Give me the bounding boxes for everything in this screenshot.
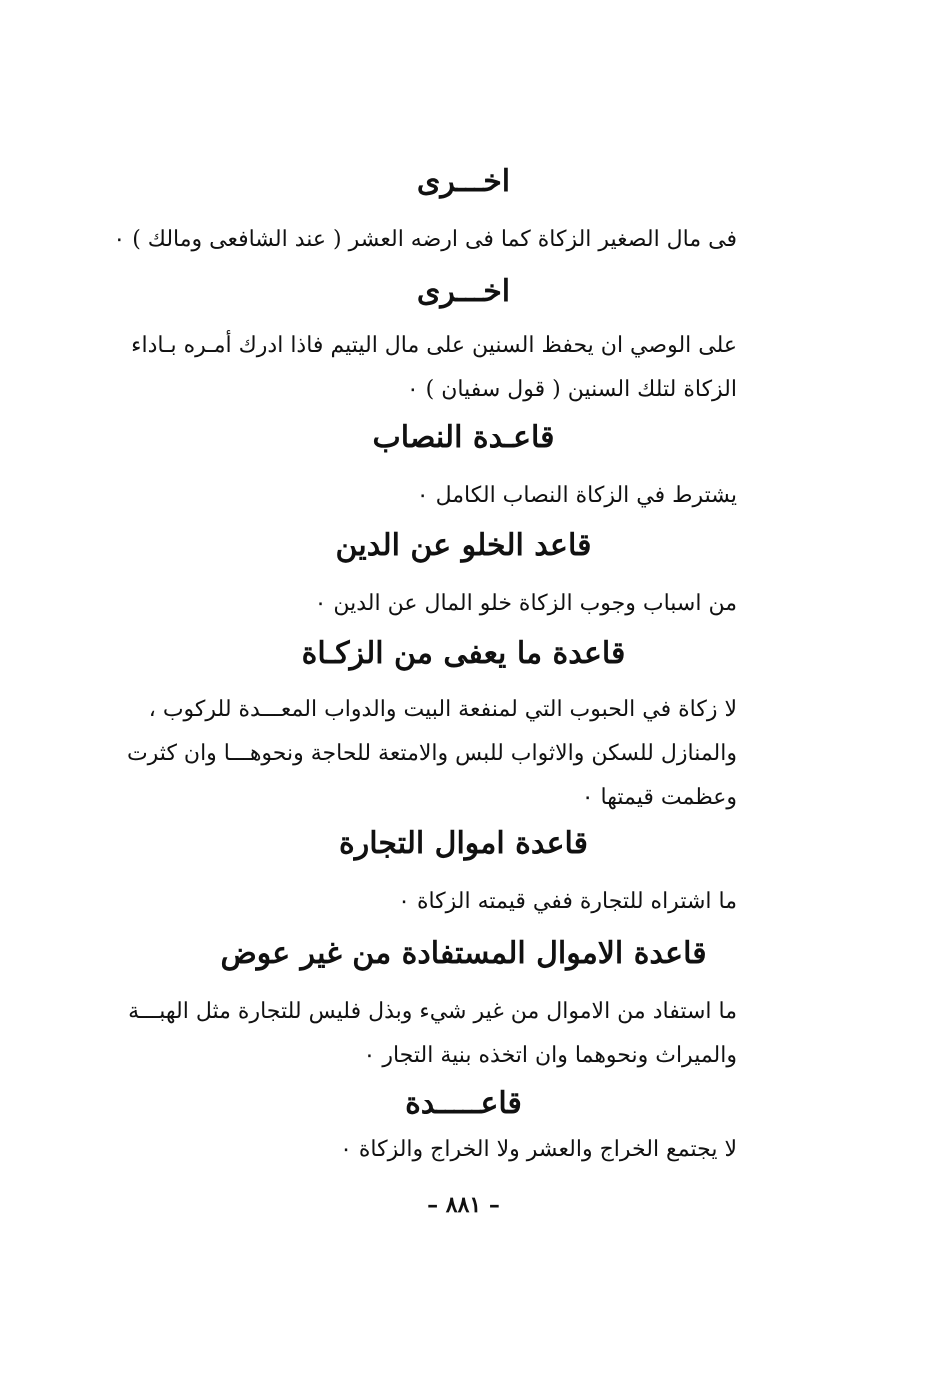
text-line: فى مال الصغير الزكاة كما فى ارضه العشر ( عند الشافعى ومالك ) ٠ xyxy=(113,227,737,252)
section-text xyxy=(137,474,737,518)
section-text xyxy=(137,1128,737,1172)
section-heading: قاعـدة النصاب xyxy=(372,420,555,455)
section-heading: قاعـــــدة xyxy=(405,1086,522,1121)
text-line: ما اشتراه للتجارة ففي قيمته الزكاة ٠ xyxy=(398,889,737,914)
text-line: يشترط في الزكاة النصاب الكامل ٠ xyxy=(416,483,737,508)
text-line: على الوصي ان يحفظ السنين على مال اليتيم فاذا ادرك أمـره بـاداء xyxy=(131,333,737,358)
section-heading: قاعد الخلو عن الدين xyxy=(335,528,592,563)
section-heading: اخـــرى xyxy=(416,164,511,199)
section-heading: قاعدة الاموال المستفادة من غير عوض xyxy=(220,936,707,971)
text-line: لا يجتمع الخراج والعشر ولا الخراج والزكاة ٠ xyxy=(340,1137,737,1162)
section-heading: قاعدة ما يعفى من الزكـاة xyxy=(301,636,626,671)
text-line: لا زكاة في الحبوب التي لمنفعة البيت والدواب المعـــدة للركوب ، xyxy=(148,697,737,722)
text-line: الزكاة لتلك السنين ( قول سفيان ) ٠ xyxy=(406,377,737,402)
section-text xyxy=(131,324,737,412)
text-line: والمنازل للسكن والاثواب للبس والامتعة للحاجة ونحوهـــا وان كثرت xyxy=(126,741,737,766)
text-line: ما استفاد من الاموال من غير شيء وبذل فليس للتجارة مثل الهبـــة xyxy=(128,999,737,1024)
page-number: – ٨٨١ – xyxy=(427,1192,500,1218)
section-heading: اخـــرى xyxy=(416,274,511,309)
text-line: والميراث ونحوهما وان اتخذه بنية التجار ٠ xyxy=(363,1043,737,1068)
text-line: من اسباب وجوب الزكاة خلو المال عن الدين ٠ xyxy=(314,591,737,616)
text-line: وعظمت قيمتها ٠ xyxy=(581,785,737,810)
section-heading: قاعدة اموال التجارة xyxy=(338,826,588,861)
section-text xyxy=(126,688,737,820)
section-text xyxy=(137,880,737,924)
section-text xyxy=(128,990,737,1078)
section-text xyxy=(137,582,737,626)
section-text xyxy=(113,218,737,262)
